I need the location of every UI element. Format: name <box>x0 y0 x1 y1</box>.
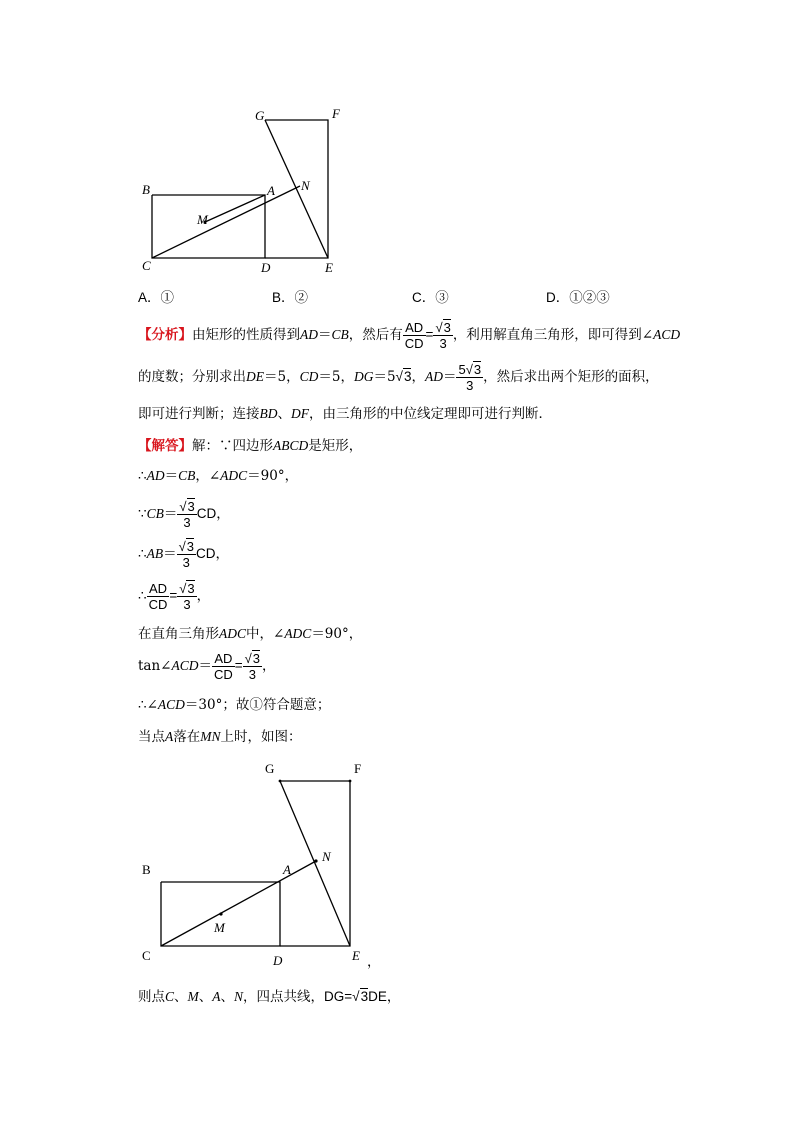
fig2-label-B: B <box>142 862 151 877</box>
option-d[interactable]: D．①②③ <box>546 290 610 305</box>
analysis-line-3: 即可进行判断；连接BD、DF，由三角形的中位线定理即可进行判断． <box>138 406 552 422</box>
solution-line-6: 在直角三角形ADC中，∠ADC＝90°， <box>138 626 363 642</box>
solution-line-1: 【解答】解：∵四边形ABCD是矩形， <box>138 438 363 454</box>
fraction-5sqrt3-3: $\frac{5√3}{3}$ <box>458 362 482 393</box>
geometry-figure-2 <box>130 755 380 970</box>
fig1-label-F: F <box>332 106 340 121</box>
analysis-line-1: 【分析】由矩形的性质得到AD＝CB，然后有 $\frac{AD}{CD}$ = $\frac{√3}{3}$ ，利用解直角三角形，即可得到∠ACD <box>138 320 681 351</box>
fig2-label-C: C <box>142 948 151 963</box>
solution-line-8: ∴∠ACD＝30°；故①符合题意； <box>138 697 331 713</box>
fig1-label-D: D <box>261 260 271 275</box>
fig1-label-G: G <box>255 108 265 123</box>
fig2-label-G: G <box>265 761 275 776</box>
option-b[interactable]: B．② <box>272 290 309 305</box>
fig1-label-A: A <box>267 183 275 198</box>
fraction-sqrt3-3: $\frac{√3}{3}$ <box>435 320 451 351</box>
fig1-label-N: N <box>301 178 310 193</box>
fig1-label-C: C <box>142 258 151 273</box>
analysis-line-2: 的度数；分别求出DE＝5，CD＝5，DG＝5√3，AD＝ $\frac{5√3}{3}$ ，然后求出两个矩形的面积， <box>138 362 659 393</box>
solution-line-9: 当点A落在MN上时，如图： <box>138 729 302 745</box>
fig2-label-A: A <box>283 862 291 877</box>
solution-line-5: ∴ $\frac{AD}{CD}$ = $\frac{√3}{3}$ ， <box>138 581 211 612</box>
analysis-tag: 【分析】 <box>138 327 192 343</box>
fig2-label-M: M <box>214 920 225 935</box>
solution-line-2: ∴AD＝CB，∠ADC＝90°， <box>138 468 299 484</box>
fig2-label-E: E <box>352 948 360 963</box>
fig2-label-D: D <box>273 953 283 968</box>
option-c[interactable]: C．③ <box>412 290 449 305</box>
solution-line-7: tan∠ACD＝ $\frac{AD}{CD}$ = $\frac{√3}{3}$ ， <box>138 651 276 682</box>
solution-line-3: ∵CB＝ $\frac{√3}{3}$ CD， <box>138 499 230 530</box>
figure2-trailing-comma: ， <box>367 954 381 970</box>
fig1-label-B: B <box>142 182 150 197</box>
option-a[interactable]: A．① <box>138 290 175 305</box>
fig1-label-E: E <box>325 260 333 275</box>
fig2-label-N: N <box>322 849 331 864</box>
solution-line-10: 则点C、M、A、N，四点共线，DG=√3DE， <box>138 989 401 1005</box>
geometry-figure-1 <box>130 100 360 280</box>
fraction-ad-cd: $\frac{AD}{CD}$ <box>404 320 424 351</box>
fig2-label-F: F <box>354 761 362 776</box>
solution-line-4: ∴AB＝ $\frac{√3}{3}$ CD， <box>138 539 229 570</box>
solution-tag: 【解答】 <box>138 438 192 454</box>
fig1-label-M: M <box>197 212 208 227</box>
